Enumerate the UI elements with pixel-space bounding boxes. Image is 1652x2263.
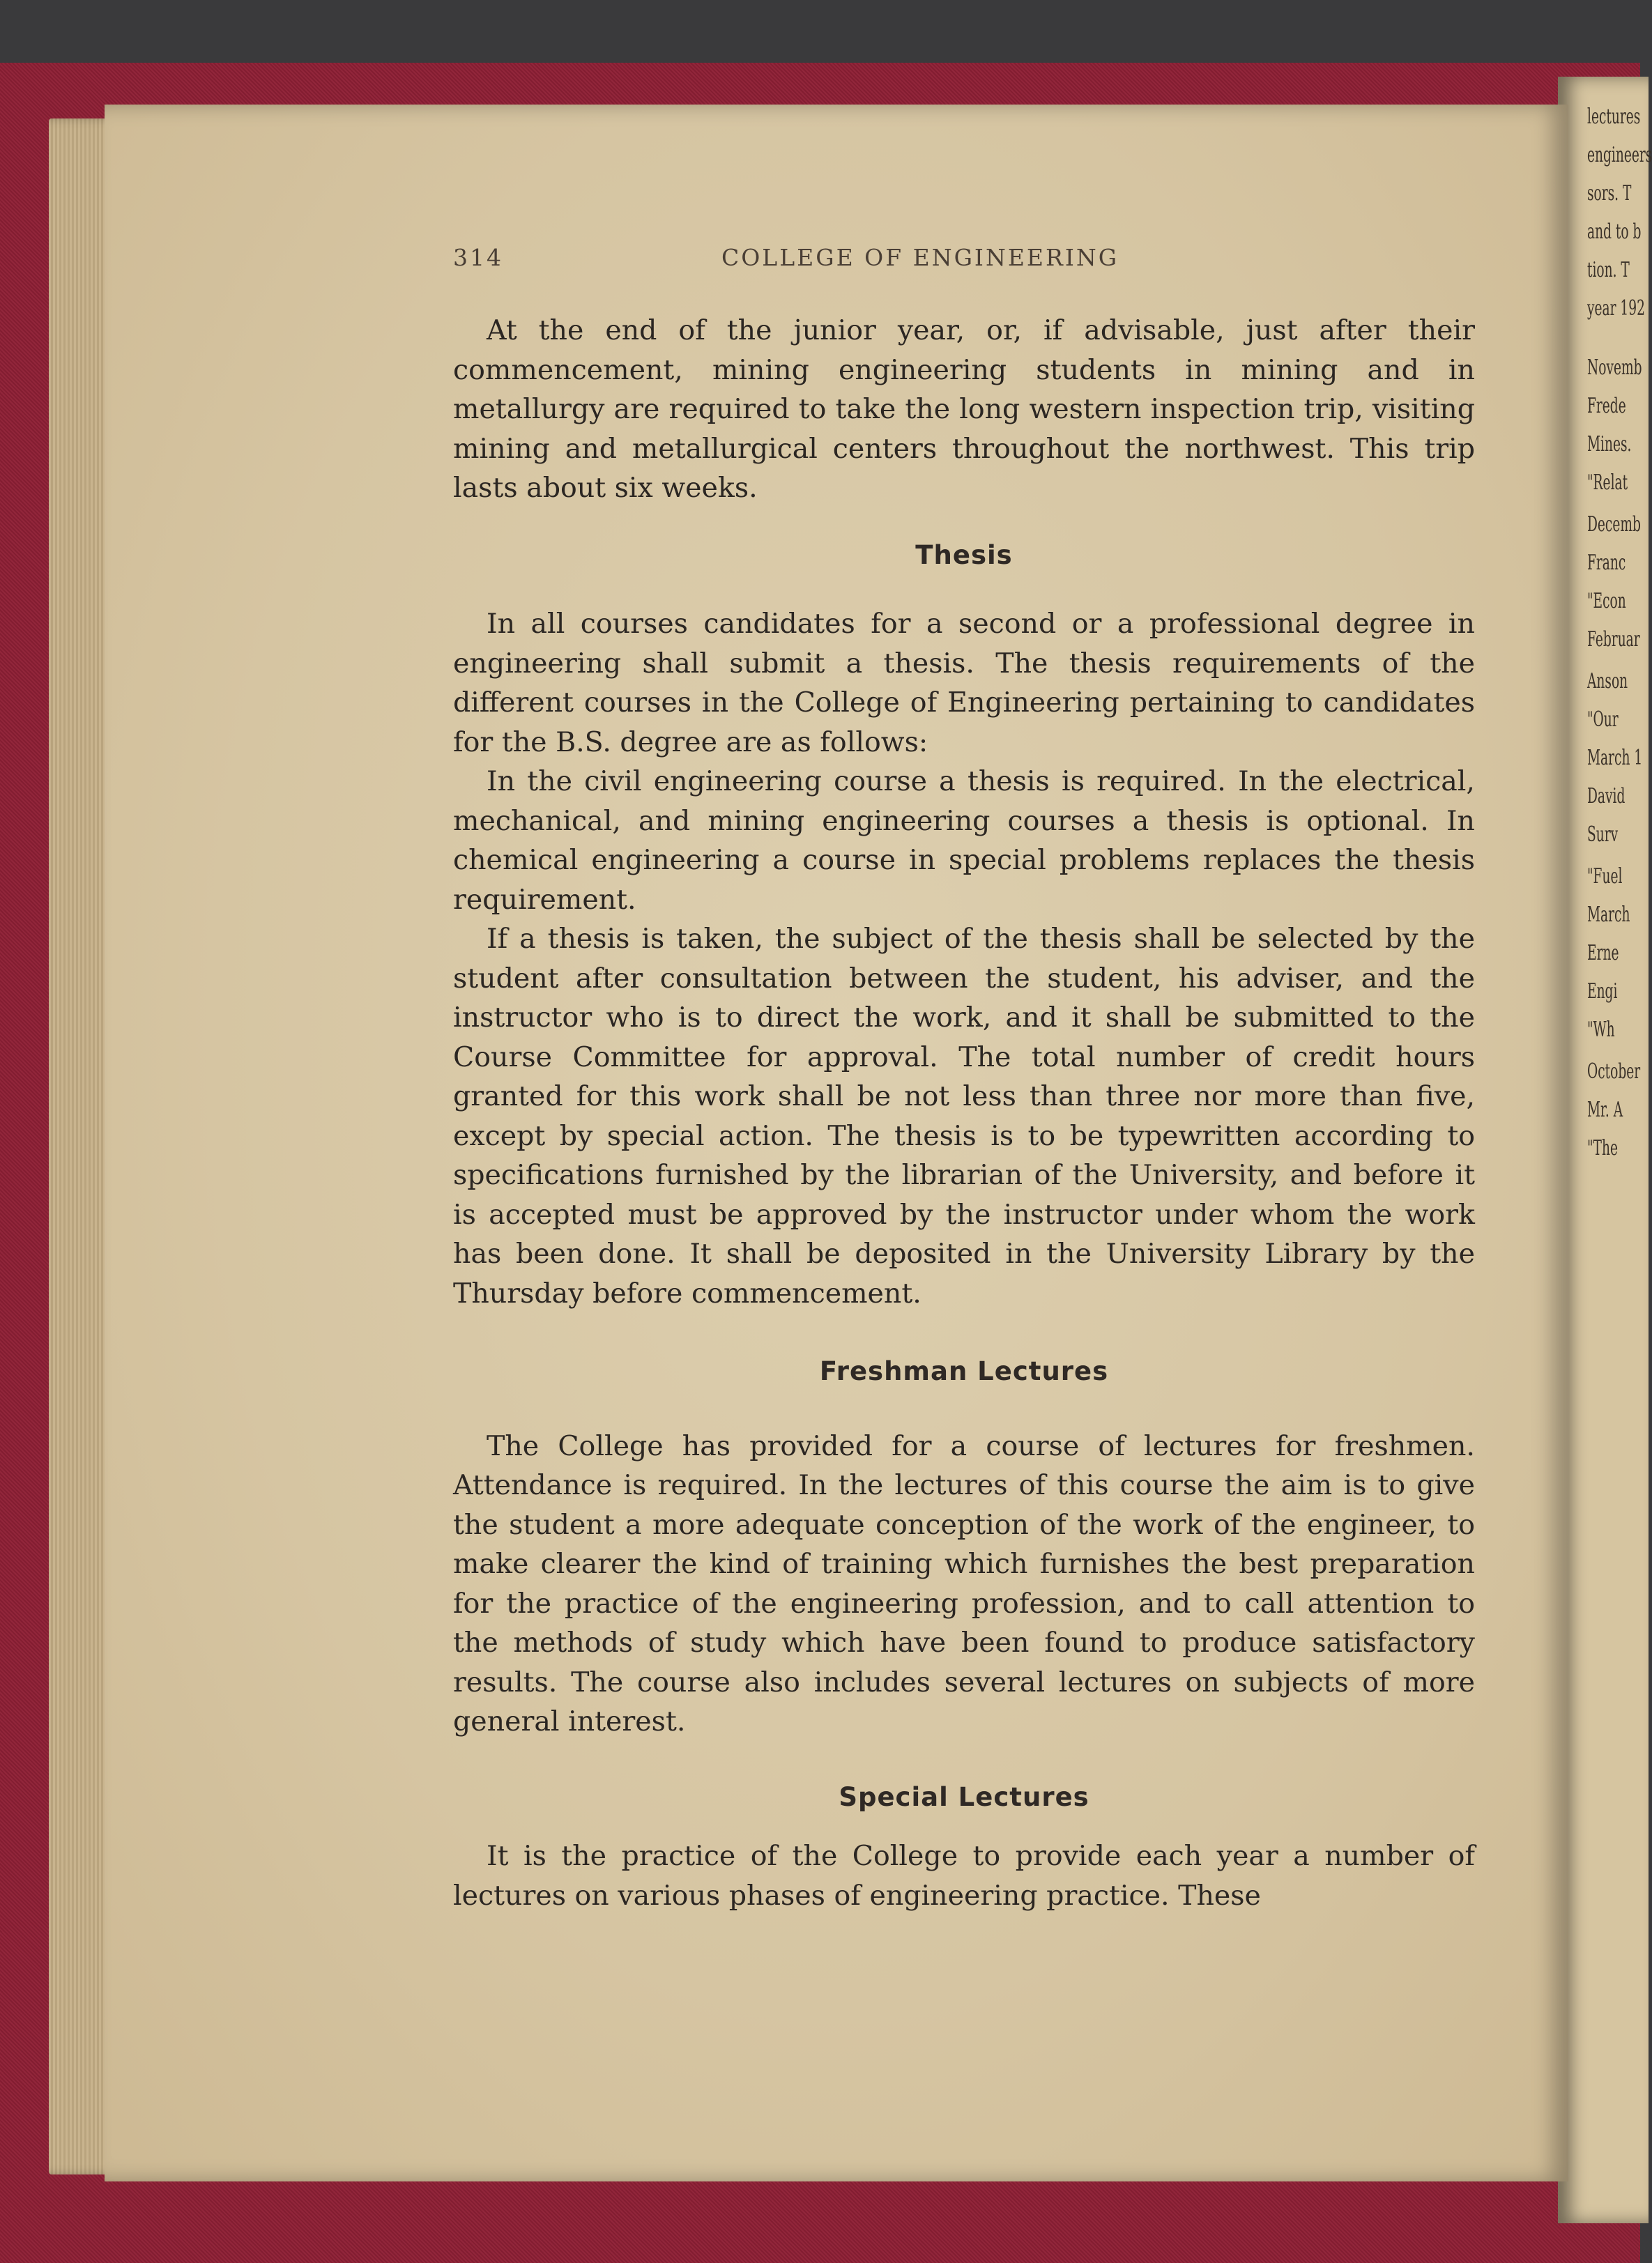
- running-header: [453, 244, 1199, 279]
- facing-page-fragment: "Relat: [1587, 470, 1628, 495]
- facing-page-fragment: Mr. A: [1587, 1098, 1623, 1122]
- facing-page-fragment: "Wh: [1587, 1018, 1615, 1042]
- facing-page-fragment: "Fuel: [1587, 864, 1623, 889]
- facing-page-fragment: sors. T: [1587, 181, 1632, 206]
- facing-page-fragment: Decemb: [1587, 512, 1641, 537]
- facing-page-fragment: lectures: [1587, 105, 1641, 129]
- facing-page-fragment: tion. T: [1587, 258, 1630, 282]
- facing-page-fragment: Novemb: [1587, 355, 1642, 380]
- facing-page-fragment: "Our: [1587, 707, 1619, 732]
- thesis-paragraph: In all courses candidates for a second or a professional degree in engineering shall submit a thesis. The thesis requirements of the different courses in the College of Engineering pertaining to candidates for the B.S. degree are as follows:: [453, 608, 1475, 758]
- facing-page-fragment: David: [1587, 784, 1626, 808]
- special-lectures-paragraph: It is the practice of the College to provide each year a number of lectures on various phases of engineering practice. These: [453, 1840, 1475, 1912]
- facing-page: [1558, 77, 1652, 2223]
- thesis-paragraph: If a thesis is taken, the subject of the thesis shall be selected by the student after consultation between the student, his adviser, and the instructor who is to direct the work, and it shall be submitted to the Course Committee for approval. The total number of credit hours granted for this work shall be not less than three nor more than five, except by special action. The thesis is to be typewritten according to specifications furnished by the librarian of the University, and before it is accepted must be approved by the instructor under whom the work has been done. It shall be deposited in the University Library by the Thursday before commencement.: [453, 923, 1475, 1310]
- facing-page-fragment: Februar: [1587, 627, 1640, 652]
- section-heading-special-lectures: Special Lectures: [839, 1781, 1089, 1812]
- facing-page-fragment: October: [1587, 1059, 1641, 1084]
- section-heading-thesis: Thesis: [915, 539, 1013, 570]
- intro-paragraph: At the end of the junior year, or, if advisable, just after their commencement, mining engineering students in mining and in metallurgy are required to take the long western inspection trip, visiting mining and metallurgical centers throughout the northwest. This trip lasts about six weeks.: [453, 314, 1475, 504]
- facing-page-fragment: Erne: [1587, 941, 1619, 965]
- section-heading-freshman-lectures: Freshman Lectures: [819, 1356, 1109, 1386]
- page-body: [453, 311, 1475, 1915]
- facing-page-fragment: Surv: [1587, 822, 1619, 847]
- facing-page-fragment: Franc: [1587, 551, 1626, 575]
- facing-page-fragment: and to b: [1587, 220, 1642, 244]
- facing-page-fragment: Frede: [1587, 394, 1626, 418]
- running-title: COLLEGE OF ENGINEERING: [721, 244, 1119, 271]
- page-number: 314: [453, 244, 503, 271]
- facing-page-fragment: "The: [1587, 1136, 1618, 1160]
- facing-page-fragment: March 1: [1587, 746, 1643, 770]
- facing-page-fragment: "Econ: [1587, 589, 1626, 613]
- facing-page-fragment: March: [1587, 903, 1630, 927]
- facing-page-fragment: Engi: [1587, 979, 1618, 1004]
- freshman-lectures-paragraph: The College has provided for a course of lectures for freshmen. Attendance is required. In the lectures of this course the aim is to give the student a more adequate conception of the work of the engineer, to make clearer the kind of training which furnishes the best preparation for the practice of the engineering profession, and to call attention to the methods of study which have been found to produce satisfactory results. The course also includes several lectures on subjects of more general interest.: [453, 1429, 1475, 1737]
- facing-page-fragment: Mines.: [1587, 432, 1632, 457]
- facing-page-fragment: Anson: [1587, 669, 1628, 693]
- facing-page-fragment: engineers: [1587, 143, 1652, 167]
- thesis-paragraph: In the civil engineering course a thesis is required. In the electrical, mechanical, and mining engineering courses a thesis is optional. In chemical engineering a course in special problems replaces the thesis requirement.: [453, 765, 1475, 916]
- facing-page-fragment: year 192: [1587, 296, 1645, 321]
